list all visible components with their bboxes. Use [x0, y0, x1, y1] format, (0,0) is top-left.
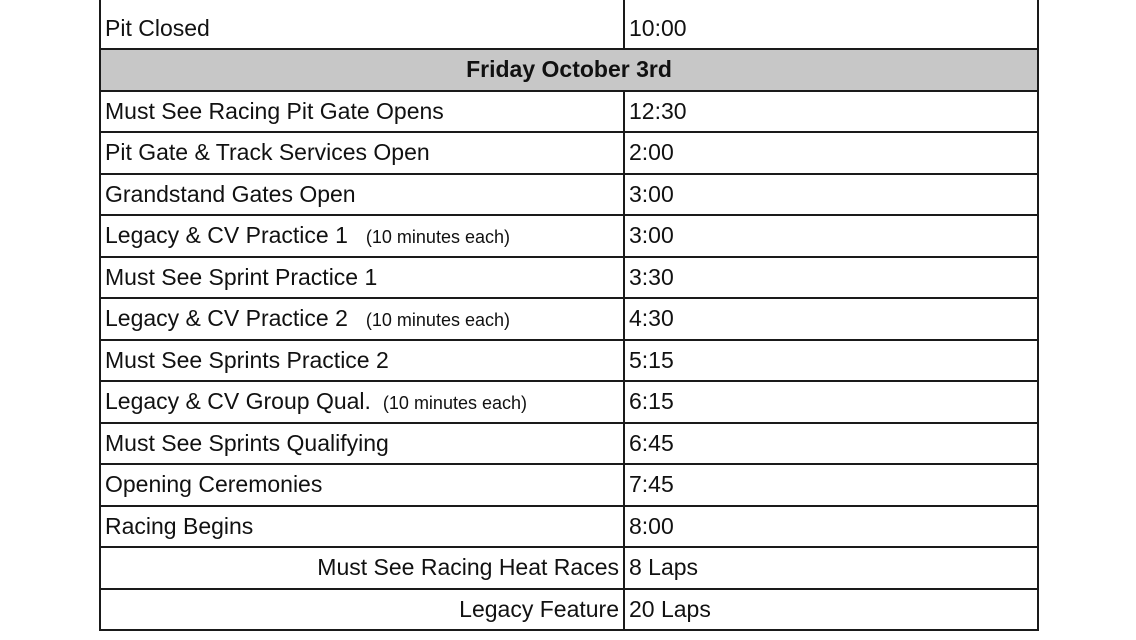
race-laps-cell: 20 Laps	[624, 589, 1038, 631]
time-cell: 3:30	[624, 257, 1038, 299]
race-row	[100, 589, 1038, 631]
time-cell: 6:15	[624, 381, 1038, 423]
event-label: Must See Sprints Qualifying	[105, 429, 389, 456]
table-row	[100, 132, 1038, 174]
table-row	[100, 91, 1038, 133]
event-label: Racing Begins	[105, 512, 254, 539]
event-label: Grandstand Gates Open	[105, 180, 356, 207]
event-cell: Pit Closed	[100, 0, 624, 49]
event-cell	[100, 340, 624, 382]
event-note: (10 minutes each)	[365, 227, 510, 248]
race-laps-cell: 8 Laps	[624, 547, 1038, 589]
time-cell: 5:15	[624, 340, 1038, 382]
event-cell	[100, 132, 624, 174]
time-cell: 8:00	[624, 506, 1038, 548]
schedule-table	[99, 0, 1039, 631]
event-label: Must See Sprint Practice 1	[105, 263, 378, 290]
event-cell	[100, 506, 624, 548]
time-cell: 10:00	[624, 0, 1038, 49]
table-row	[100, 464, 1038, 506]
time-cell: 4:30	[624, 298, 1038, 340]
event-note: (10 minutes each)	[365, 310, 510, 331]
time-cell: 7:45	[624, 464, 1038, 506]
event-label: Must See Sprints Practice 2	[105, 346, 389, 373]
event-cell	[100, 464, 624, 506]
time-cell: 3:00	[624, 215, 1038, 257]
race-row	[100, 547, 1038, 589]
table-row	[100, 257, 1038, 299]
event-cell	[100, 423, 624, 465]
table-row	[100, 174, 1038, 216]
event-cell	[100, 257, 624, 299]
table-row	[100, 381, 1038, 423]
table-row	[100, 340, 1038, 382]
event-cell	[100, 91, 624, 133]
table-row	[100, 298, 1038, 340]
event-label: Opening Ceremonies	[105, 471, 323, 498]
event-cell	[100, 298, 624, 340]
event-label: Legacy & CV Practice 1	[105, 222, 348, 249]
table-row	[100, 423, 1038, 465]
event-label: Legacy & CV Practice 2	[105, 305, 348, 332]
time-cell: 2:00	[624, 132, 1038, 174]
time-cell: 12:30	[624, 91, 1038, 133]
day-header: Friday October 3rd	[100, 49, 1038, 91]
event-cell	[100, 174, 624, 216]
event-label: Legacy & CV Group Qual.	[105, 388, 371, 415]
event-cell	[100, 215, 624, 257]
table-row	[100, 506, 1038, 548]
event-label: Must See Racing Pit Gate Opens	[105, 97, 444, 124]
time-cell: 3:00	[624, 174, 1038, 216]
event-label: Pit Gate & Track Services Open	[105, 139, 430, 166]
event-cell	[100, 381, 624, 423]
race-event-cell: Legacy Feature	[100, 589, 624, 631]
event-note: (10 minutes each)	[382, 393, 527, 414]
table-row	[100, 215, 1038, 257]
time-cell: 6:45	[624, 423, 1038, 465]
day-header-row	[100, 49, 1038, 91]
table-row	[100, 0, 1038, 49]
race-event-cell: Must See Racing Heat Races	[100, 547, 624, 589]
